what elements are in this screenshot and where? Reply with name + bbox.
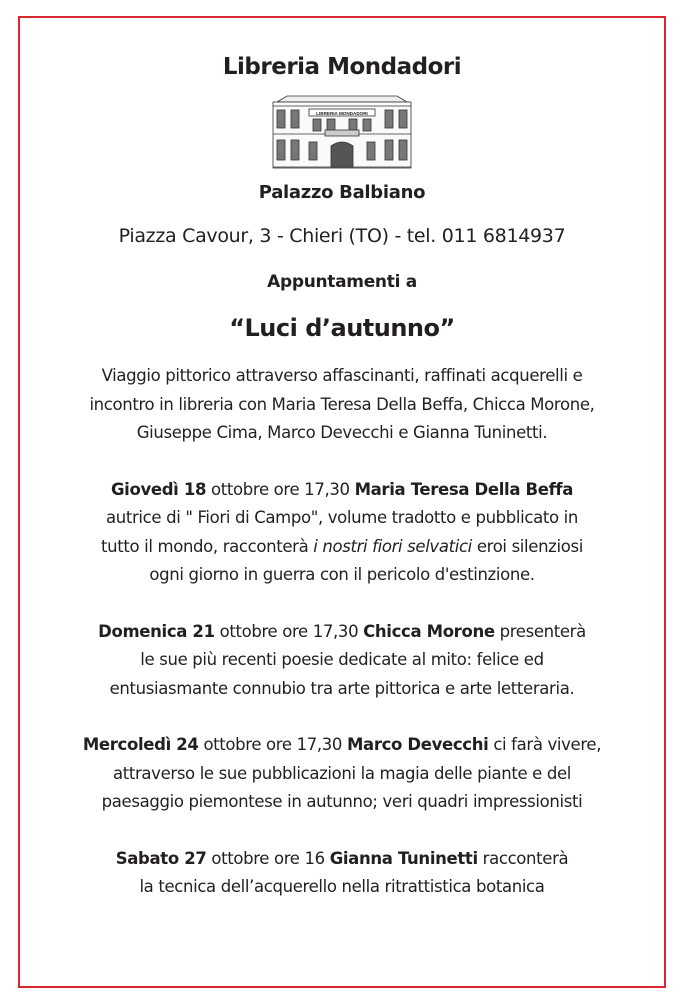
bookstore-name: Libreria Mondadori (222, 54, 462, 80)
event-time: ottobre ore 17,30 (206, 479, 355, 499)
event-line (18, 731, 666, 760)
appointments-heading: Appuntamenti a (267, 272, 417, 292)
event-line: attraverso le sue pubblicazioni la magia delle piante e del (112, 763, 572, 783)
event-time: ottobre ore 17,30 (198, 735, 347, 754)
intro-paragraph (18, 362, 666, 448)
event-text: racconterà (477, 848, 569, 868)
event-day: Domenica 21 (98, 621, 215, 641)
event-text: tutto il mondo, racconterà (101, 536, 314, 556)
event-mercoledi-24 (18, 731, 666, 817)
intro-line: Viaggio pittorico attraverso affascinanti, raffinati acquerelli e (101, 366, 583, 385)
event-day: Sabato 27 (115, 848, 207, 868)
palazzo-name: Palazzo Balbiano (258, 182, 426, 203)
event-line (18, 618, 666, 647)
event-italic-text: i nostri fiori selvatici (313, 536, 472, 556)
building-sign-text: LIBRERIA MONDADORI (316, 111, 368, 116)
event-line: la tecnica dell’acquerello nella ritrattistica botanica (139, 877, 545, 896)
event-time: ottobre ore 16 (206, 848, 330, 868)
event-domenica-21 (18, 618, 666, 704)
event-line: paesaggio piemontese in autunno; veri quadri impressionisti (101, 792, 583, 811)
intro-line: Giuseppe Cima, Marco Devecchi e Gianna Tuninetti. (136, 423, 548, 442)
event-line: entusiasmante connubio tra arte pittorica e arte letteraria. (109, 678, 575, 698)
address-line: Piazza Cavour, 3 - Chieri (TO) - tel. 011 6814937 (118, 225, 566, 247)
event-text: ci farà vivere, (488, 735, 602, 754)
event-text: presenterà (494, 621, 586, 641)
event-person: Maria Teresa Della Beffa (354, 479, 574, 499)
intro-line: incontro in libreria con Maria Teresa Della Beffa, Chicca Morone, (89, 394, 595, 414)
event-person: Marco Devecchi (346, 735, 489, 754)
event-line (18, 845, 666, 874)
event-text: eroi silenziosi (471, 536, 583, 556)
event-line: ogni giorno in guerra con il pericolo d'estinzione. (149, 565, 535, 584)
event-giovedi-18 (18, 476, 666, 590)
event-person: Gianna Tuninetti (329, 848, 478, 868)
event-line (18, 476, 666, 505)
event-person: Chicca Morone (363, 621, 495, 641)
event-line (18, 533, 666, 562)
event-line: autrice di " Fiori di Campo", volume tradotto e pubblicato in (106, 508, 578, 527)
event-day: Giovedì 18 (110, 479, 207, 499)
event-day: Mercoledì 24 (82, 735, 199, 754)
flyer-content (18, 16, 666, 902)
palazzo-building-illustration (267, 94, 417, 170)
event-series-title: “Luci d’autunno” (229, 314, 455, 342)
event-line: le sue più recenti poesie dedicate al mito: felice ed (140, 650, 544, 669)
event-sabato-27 (18, 845, 666, 902)
event-time: ottobre ore 17,30 (214, 621, 364, 641)
